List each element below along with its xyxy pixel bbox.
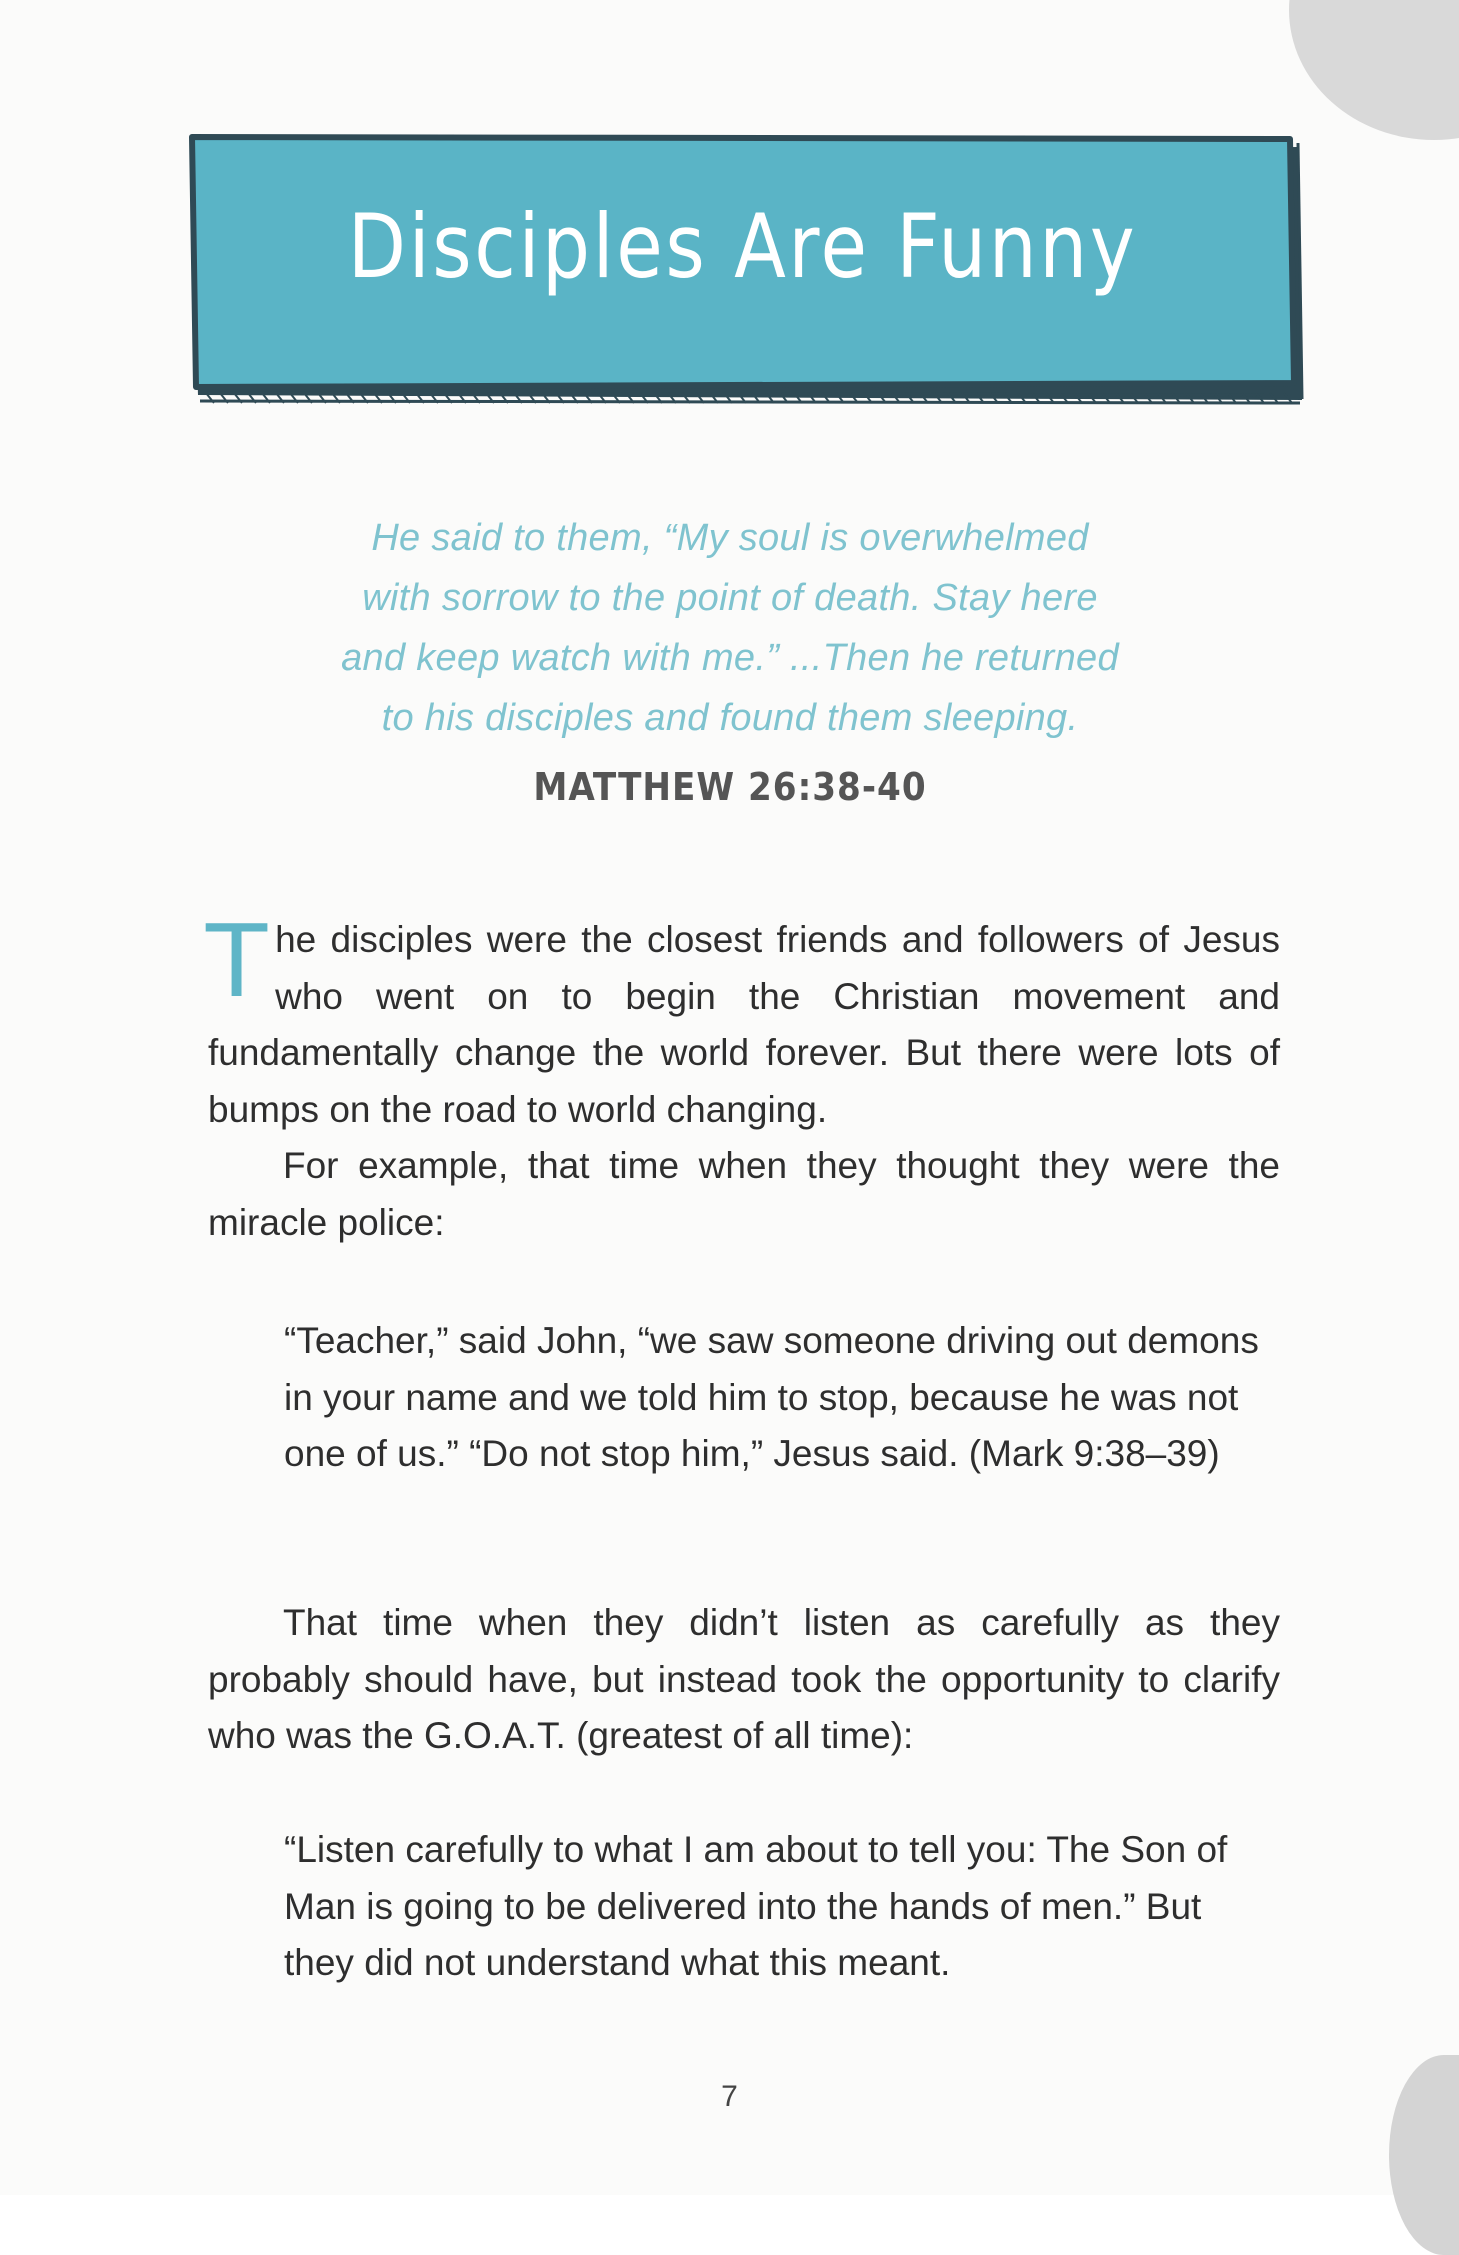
title-banner [180,125,1305,415]
paragraph-goat: That time when they didn’t listen as carefully as they probably should have, but instead took the opportunity to clarify who was the G.O.A.T. (greatest of all time): [208,1602,1280,1756]
page-title: Disciples Are Funny [347,195,1138,298]
paragraph-example: For example, that time when they thought they were the miracle police: [208,1145,1280,1243]
drop-cap: T [206,903,268,1020]
epigraph-line: and keep watch with me.” ...Then he returned [341,637,1119,679]
block-quote-mark: “Teacher,” said John, “we saw someone driving out demons in your name and we told him to stop, because he was not one of us.” “Do not stop him,” Jesus said. (Mark 9:38–39) [284,1320,1259,1474]
paragraph-intro [206,903,1280,1138]
block-quote-son-of-man: “Listen carefully to what I am about to tell you: The Son of Man is going to be delivered into the hands of men.” But they did not understand what this meant. [284,1829,1228,1983]
page-corner-shadow [1289,0,1459,140]
epigraph-line: to his disciples and found them sleeping. [381,697,1079,739]
epigraph-quote [260,508,1200,748]
page-number: 7 [721,2080,738,2113]
epigraph-line: He said to them, “My soul is overwhelmed [371,517,1089,559]
paragraph-intro-text: he disciples were the closest friends and followers of Jesus who went on to begin the Christian movement and fundamentally change the world forever. But there were lots of bumps on the road to world changing. [208,919,1280,1130]
epigraph-reference: MATTHEW 26:38-40 [533,765,927,809]
epigraph-line: with sorrow to the point of death. Stay here [362,577,1098,619]
